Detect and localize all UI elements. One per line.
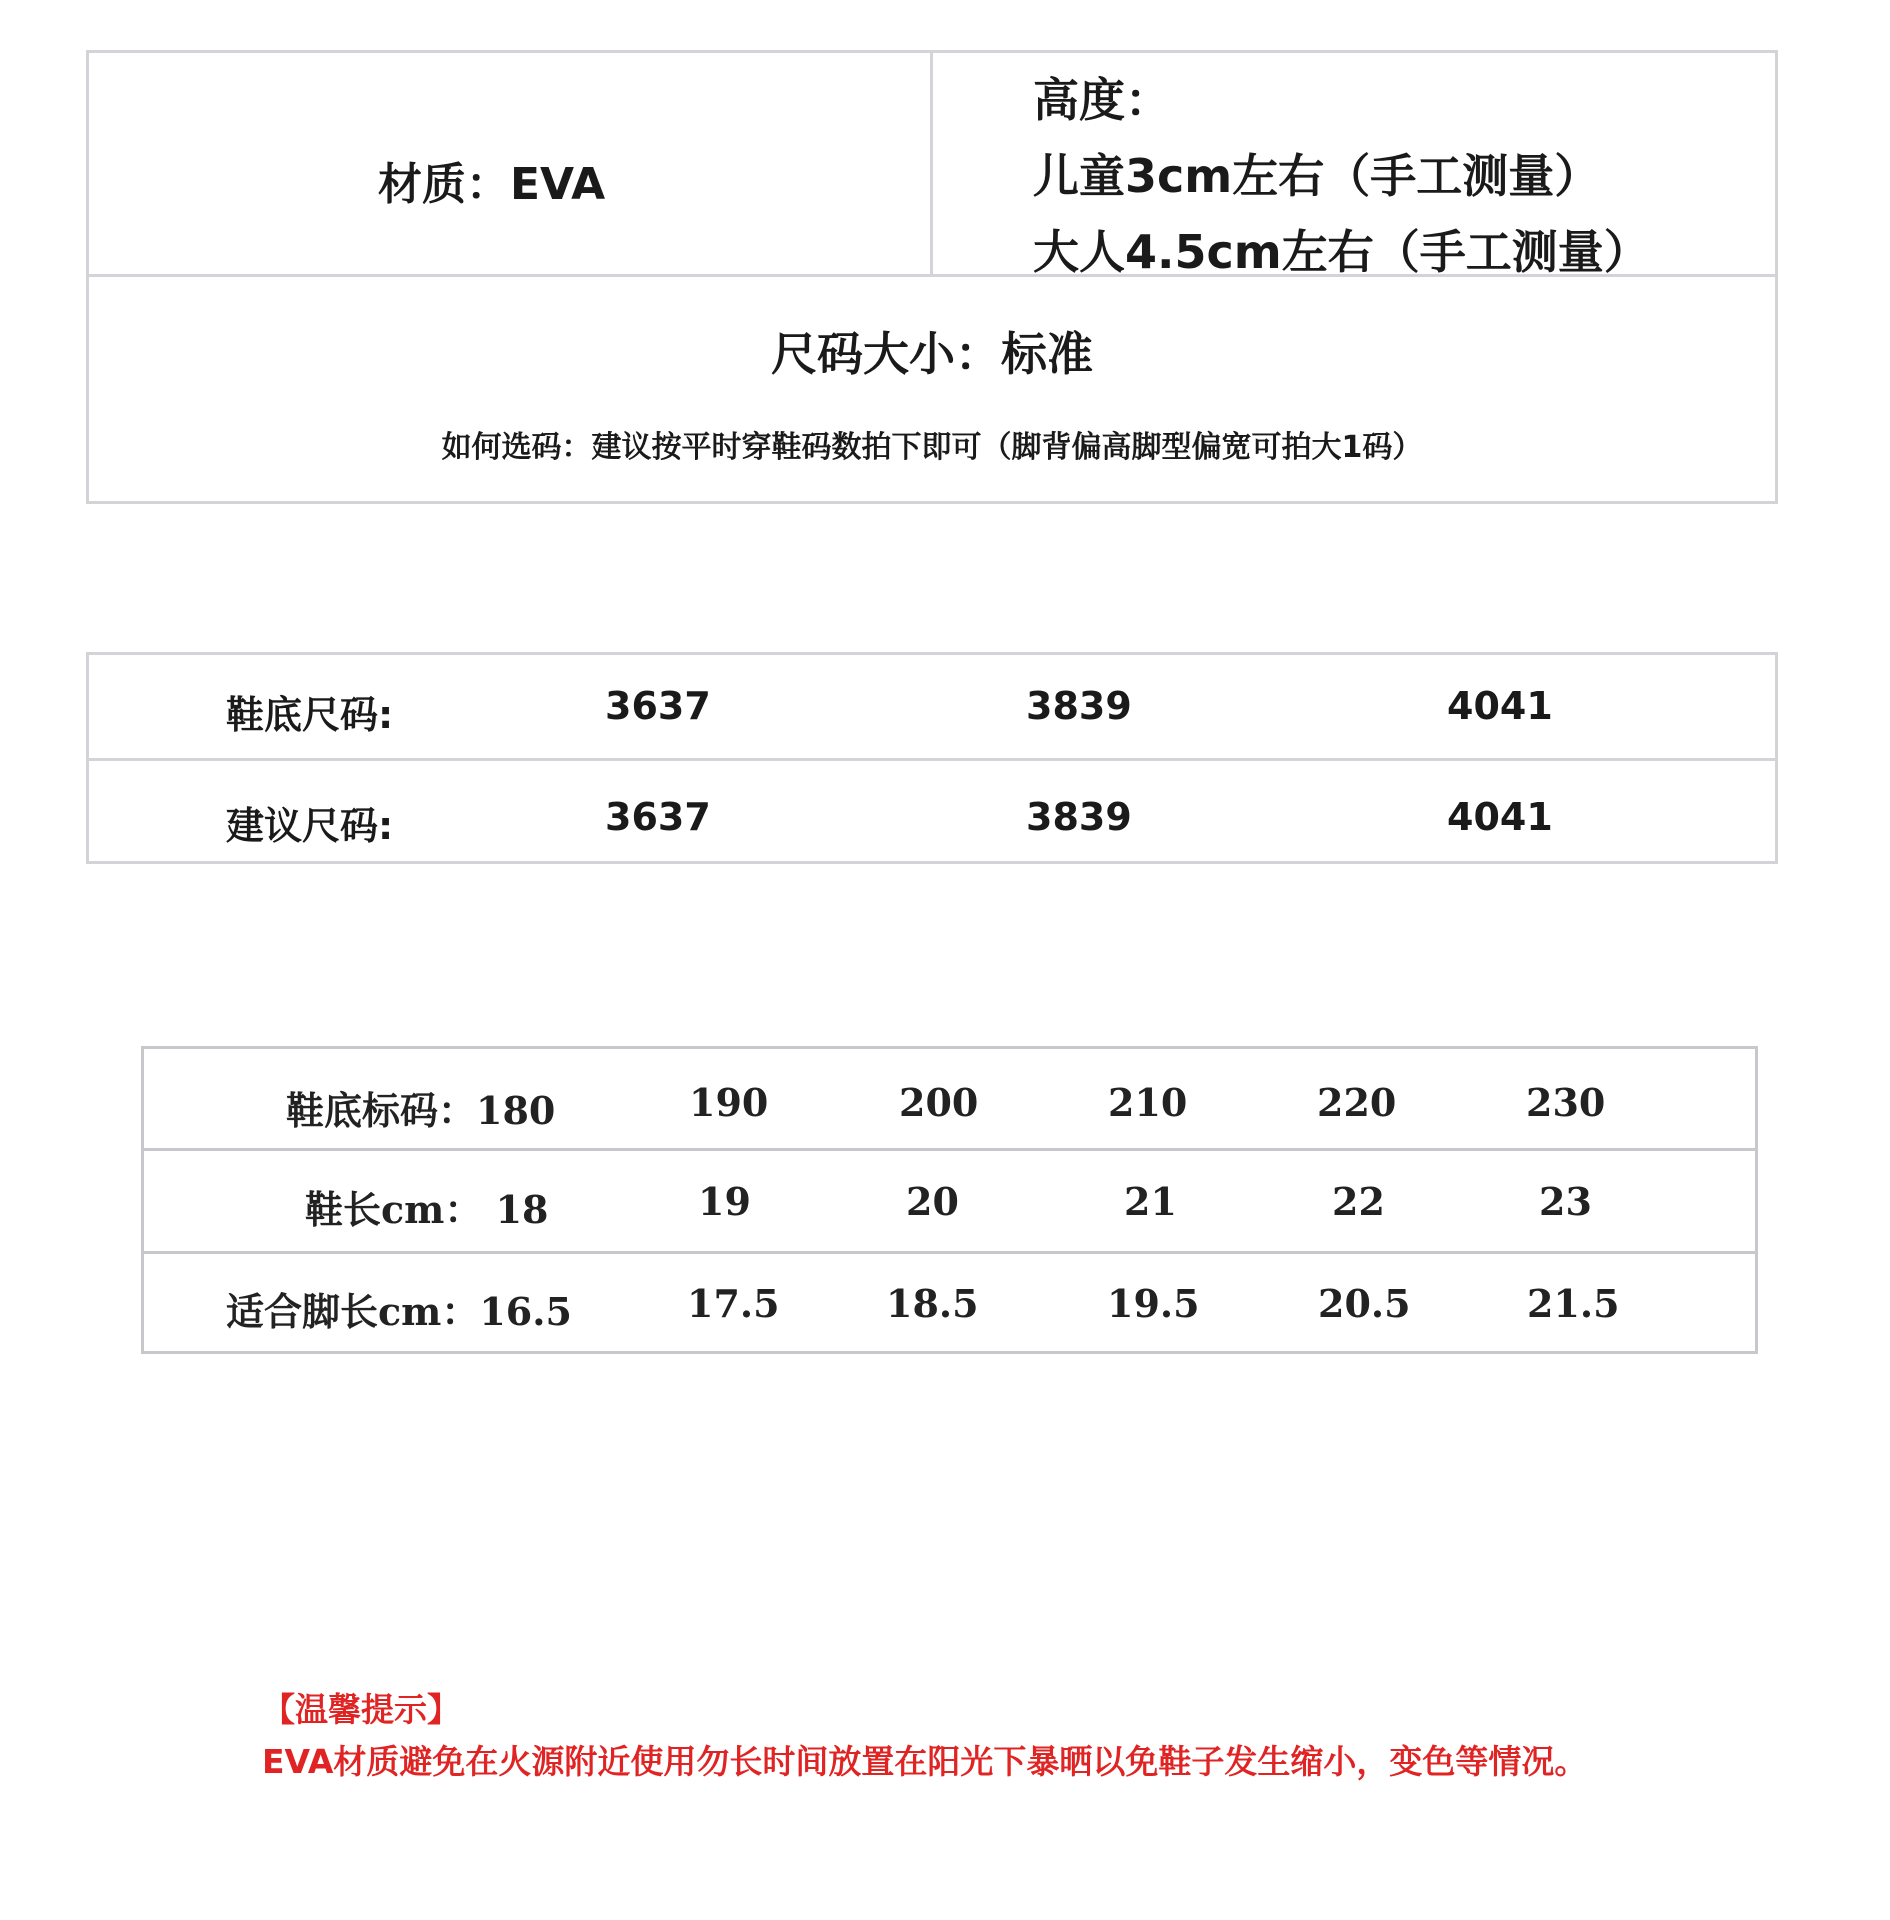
table-cell: 200 (899, 1080, 979, 1125)
table-cell: 21.5 (1527, 1281, 1620, 1326)
table-cell: 210 (1108, 1080, 1188, 1125)
row-label-sole-mark: 鞋底标码：180 (286, 1088, 556, 1133)
table-row-divider (86, 758, 1778, 761)
row-label-foot-length: 适合脚长cm：16.5 (226, 1289, 572, 1334)
tip-title: 【温馨提示】 (262, 1690, 460, 1729)
table-cell: 3637 (605, 684, 711, 728)
table-cell: 230 (1526, 1080, 1606, 1125)
table-row-divider (141, 1148, 1758, 1151)
table-cell: 4041 (1447, 795, 1553, 839)
table-cell: 3839 (1026, 684, 1132, 728)
table-row-divider (141, 1251, 1758, 1254)
table-cell: 190 (689, 1080, 769, 1125)
table-cell: 4041 (1447, 684, 1553, 728)
height-title: 高度： (1033, 73, 1171, 127)
table-cell: 20.5 (1318, 1281, 1411, 1326)
table-cell: 17.5 (687, 1281, 780, 1326)
table-cell: 22 (1332, 1179, 1385, 1224)
row-label-shoe-length: 鞋长cm： 18 (305, 1187, 549, 1232)
table-cell: 19 (698, 1179, 751, 1224)
table-cell: 220 (1317, 1080, 1397, 1125)
table-cell: 21 (1124, 1179, 1177, 1224)
row-label-sole-size: 鞋底尺码: (226, 693, 394, 737)
material-label: 材质：EVA (378, 159, 606, 210)
table-cell: 23 (1539, 1179, 1592, 1224)
table-cell: 19.5 (1107, 1281, 1200, 1326)
table-cell: 3637 (605, 795, 711, 839)
size-title: 尺码大小：标准 (771, 327, 1093, 381)
table-cell: 20 (906, 1179, 959, 1224)
table-cell: 3839 (1026, 795, 1132, 839)
height-block (1033, 62, 1650, 290)
row-label-suggested-size: 建议尺码: (226, 804, 394, 848)
tip-body: EVA材质避免在火源附近使用勿长时间放置在阳光下暴晒以免鞋子发生缩小，变色等情况。 (262, 1742, 1588, 1781)
height-child: 儿童3cm左右（手工测量） (1033, 149, 1601, 203)
table-cell: 18.5 (886, 1281, 979, 1326)
info-divider-vertical (930, 50, 933, 276)
height-adult: 大人4.5cm左右（手工测量） (1033, 225, 1650, 279)
size-tip: 如何选码：建议按平时穿鞋码数拍下即可（脚背偏高脚型偏宽可拍大1码） (441, 430, 1423, 465)
